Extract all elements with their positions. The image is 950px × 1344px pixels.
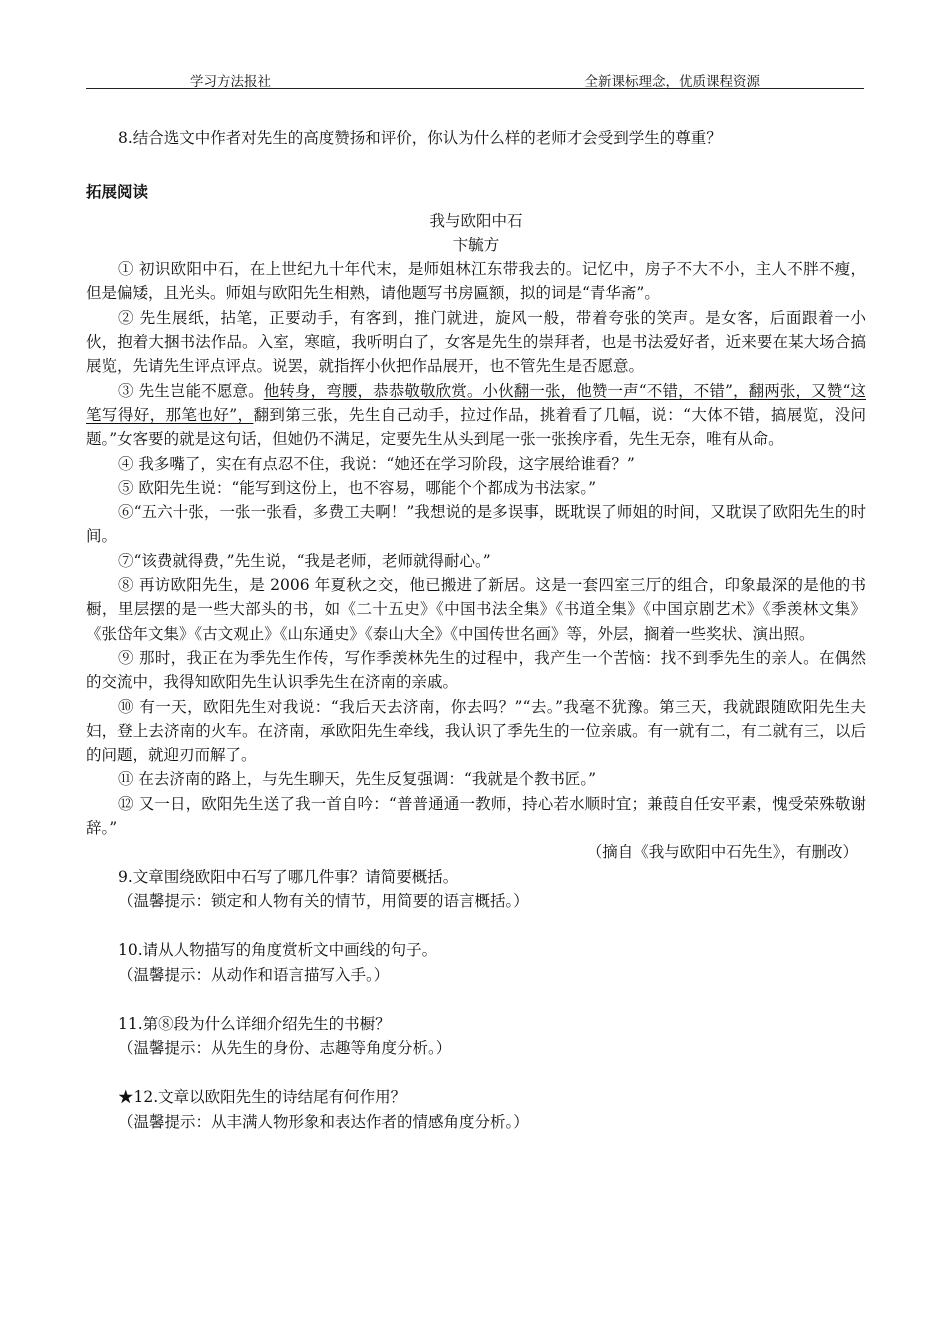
page-header <box>86 68 864 89</box>
question-10-hint: （温馨提示：从动作和语言描写入手。） <box>118 965 390 984</box>
paragraph-9: ⑨ 那时，我正在为季先生作传，写作季羡林先生的过程中，我产生一个苦恼：找不到季先生的亲人。在偶然的交流中，我得知欧阳先生认识季先生在济南的亲戚。 <box>86 648 866 692</box>
paragraph-1: ① 初识欧阳中石，在上世纪九十年代末，是师姐林江东带我去的。记忆中，房子不大不小，主人不胖不瘦，但是偏矮，且光头。师姐与欧阳先生相熟，请他题写书房匾额，拟的词是“青华斋”。 <box>86 260 866 303</box>
header-slogan: 全新课标理念，优质课程资源 <box>584 74 760 90</box>
answer-space <box>86 913 866 938</box>
paragraph-6: ⑥“五六十张，一张一张看，多费工夫啊！”我想说的是多误事，既耽误了师姐的时间，又耽误了欧阳先生的时间。 <box>86 503 866 546</box>
question-12-hint: （温馨提示：从丰满人物形象和表达作者的情感角度分析。） <box>118 1112 529 1131</box>
question-11: 11.第⑧段为什么详细介绍先生的书橱？ <box>118 1014 391 1033</box>
underlined-sentence: 他转身，弯腰，恭恭敬敬欣赏。小伙翻一张，他赞一声“不错，不错”，翻两张，又赞“这笔写得好，那笔也好”， <box>86 381 866 424</box>
paragraph-5: ⑤ 欧阳先生说：“能写到这份上，也不容易，哪能个个都成为书法家。” <box>118 478 597 497</box>
page-content <box>86 126 866 1134</box>
paragraph-7: ⑦“该费就得费，”先生说，“我是老师，老师就得耐心。” <box>118 551 491 570</box>
question-10: 10.请从人物描写的角度赏析文中画线的句子。 <box>118 941 438 960</box>
article-title: 我与欧阳中石 <box>429 211 523 230</box>
paragraph-8: ⑧ 再访欧阳先生，是 2006 年夏秋之交，他已搬进了新居。这是一套四室三厅的组合，印象最深的是他的书橱，里层摆的是一些大部头的书，如《二十五史》《中国书法全集》《书道全集》《中国京剧艺术》《季羡林文集》《张岱年文集》《古文观止》《山东通史》《泰山大全》《中国传世名画》等，外层，搁着一些奖状、演出照。 <box>86 576 866 643</box>
paragraph-10: ⑩ 有一天，欧阳先生对我说：“我后天去济南，你去吗？”“去。”我毫不犹豫。第三天，我就跟随欧阳先生夫妇，登上去济南的火车。在济南，承欧阳先生牵线，我认识了季先生的一位亲戚。有一就有二，有二就有三，以后的问题，就迎刃而解了。 <box>86 697 866 765</box>
paragraph-12: ⑫ 又一日，欧阳先生送了我一首自吟：“普普通通一教师，持心若水顺时宜；兼葭自任安平素，愧受荣殊敬谢辞。” <box>86 794 866 838</box>
article-source: （摘自《我与欧阳中石先生》，有删改） <box>586 843 858 862</box>
answer-space <box>86 987 866 1012</box>
paragraph-11: ⑪ 在去济南的路上，与先生聊天，先生反复强调：“我就是个教书匠。” <box>118 770 597 789</box>
article-author: 卞毓方 <box>452 235 500 254</box>
paragraph-2: ② 先生展纸，拈笔，正要动手，有客到，推门就进，旋风一般，带着夸张的笑声。是女客，后面跟着一小伙，抱着大捆书法作品。入室，寒暄，我听明白了，女客是先生的崇拜者，也是书法爱好者，近来要在某大场合搞展览，先请先生评点评点。说罢，就指挥小伙把作品展开，也不管先生是否愿意。 <box>86 308 866 376</box>
paragraph-4: ④ 我多嘴了，实在有点忍不住，我说：“她还在学习阶段，这字展给谁看？” <box>118 454 635 473</box>
question-12: ★12.文章以欧阳先生的诗结尾有何作用？ <box>118 1088 407 1107</box>
answer-space <box>86 1060 866 1085</box>
paragraph-3 <box>86 379 866 452</box>
header-publisher: 学习方法报社 <box>190 74 271 90</box>
paragraph-3-rest: 翻到第三张，先生自己动手，拉过作品，挑着看了几幅，说：“大体不错，搞展览，没问题。”女客要的就是这句话，但她仍不满足，定要先生从头到尾一张一张挨序看，先生无奈，唯有从命。 <box>86 405 866 449</box>
question-8: 8.结合选文中作者对先生的高度赞扬和评价，你认为什么样的老师才会受到学生的尊重？ <box>118 129 722 147</box>
question-9-hint: （温馨提示：锁定和人物有关的情节，用简要的语言概括。） <box>118 891 529 910</box>
question-9: 9.文章围绕欧阳中石写了哪几件事？请简要概括。 <box>118 867 459 886</box>
question-11-hint: （温馨提示：从先生的身份、志趣等角度分析。） <box>118 1039 452 1058</box>
section-title: 拓展阅读 <box>86 182 149 202</box>
paragraph-3-intro: ③ 先生岂能不愿意。 <box>118 381 264 400</box>
